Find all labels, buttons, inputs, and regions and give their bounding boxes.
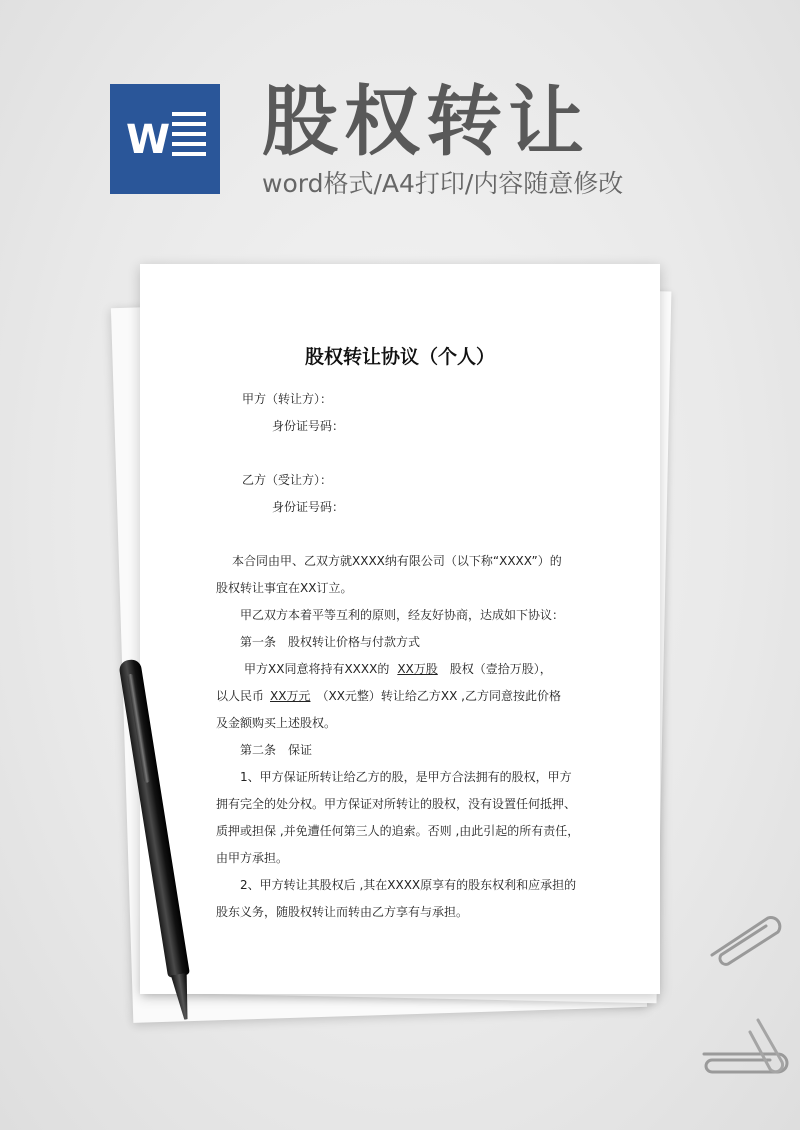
article-2-p1-line-2: 拥有完全的处分权。甲方保证对所转让的股权，没有设置任何抵押、 [216,797,577,811]
word-logo-letter: W [126,117,171,163]
article-1-line-1-post: 股权（壹拾万股）， [449,662,552,676]
article-2-p2-line-1: 2、甲方转让其股权后 ,其在XXXX原享有的股东权利和应承担的 [240,878,577,892]
article-1-line-2-pre: 以人民币 [216,689,265,703]
article-1-title: 第一条 股权转让价格与付款方式 [240,635,421,649]
document-sheet [140,264,660,994]
article-1-line-2 [216,687,561,705]
word-logo-icon [110,84,220,194]
paperclip-icon [700,900,790,970]
article-2-p1-line-1: 1、甲方保证所转让给乙方的股，是甲方合法拥有的股权，甲方 [240,770,572,784]
document-title: 股权转让协议（个人） [304,346,495,368]
article-2-p1-line-3: 质押或担保 ,并免遭任何第三人的追索。否则 ,由此引起的所有责任， [216,824,580,838]
page-subtitle: word格式/A4打印/内容随意修改 [262,169,624,198]
article-1-line-1-pre: 甲方XX同意将持有XXXX的 [244,662,390,676]
article-1-line-3: 及金额购买上述股权。 [216,716,337,730]
article-1-line-2-post: （XX元整）转让给乙方XX ,乙方同意按此价格 [316,689,561,703]
shares-amount-underlined: XX万股 [397,662,438,676]
paperclip-icon [694,1010,794,1080]
article-2-p2-line-2: 股东义务，随股权转让而转由乙方享有与承担。 [216,905,469,919]
intro-line-2: 股权转让事宜在XX订立。 [216,581,353,595]
article-1-line-1 [244,660,552,678]
article-2-title: 第二条 保证 [240,743,313,757]
intro-line-3: 甲乙双方本着平等互利的原则，经友好协商，达成如下协议： [240,608,565,622]
party-a-label: 甲方（转让方）： [242,392,333,406]
page-title: 股权转让 [262,77,590,166]
price-amount-underlined: XX万元 [270,689,311,703]
party-b-label: 乙方（受让方）： [242,473,333,487]
article-2-p1-line-4: 由甲方承担。 [216,851,289,865]
word-logo-lines [172,112,206,168]
party-b-id-label: 身份证号码： [272,500,345,514]
party-a-id-label: 身份证号码： [272,419,345,433]
intro-line-1: 本合同由甲、乙双方就XXXX纳有限公司（以下称“XXXX”）的 [232,554,562,568]
